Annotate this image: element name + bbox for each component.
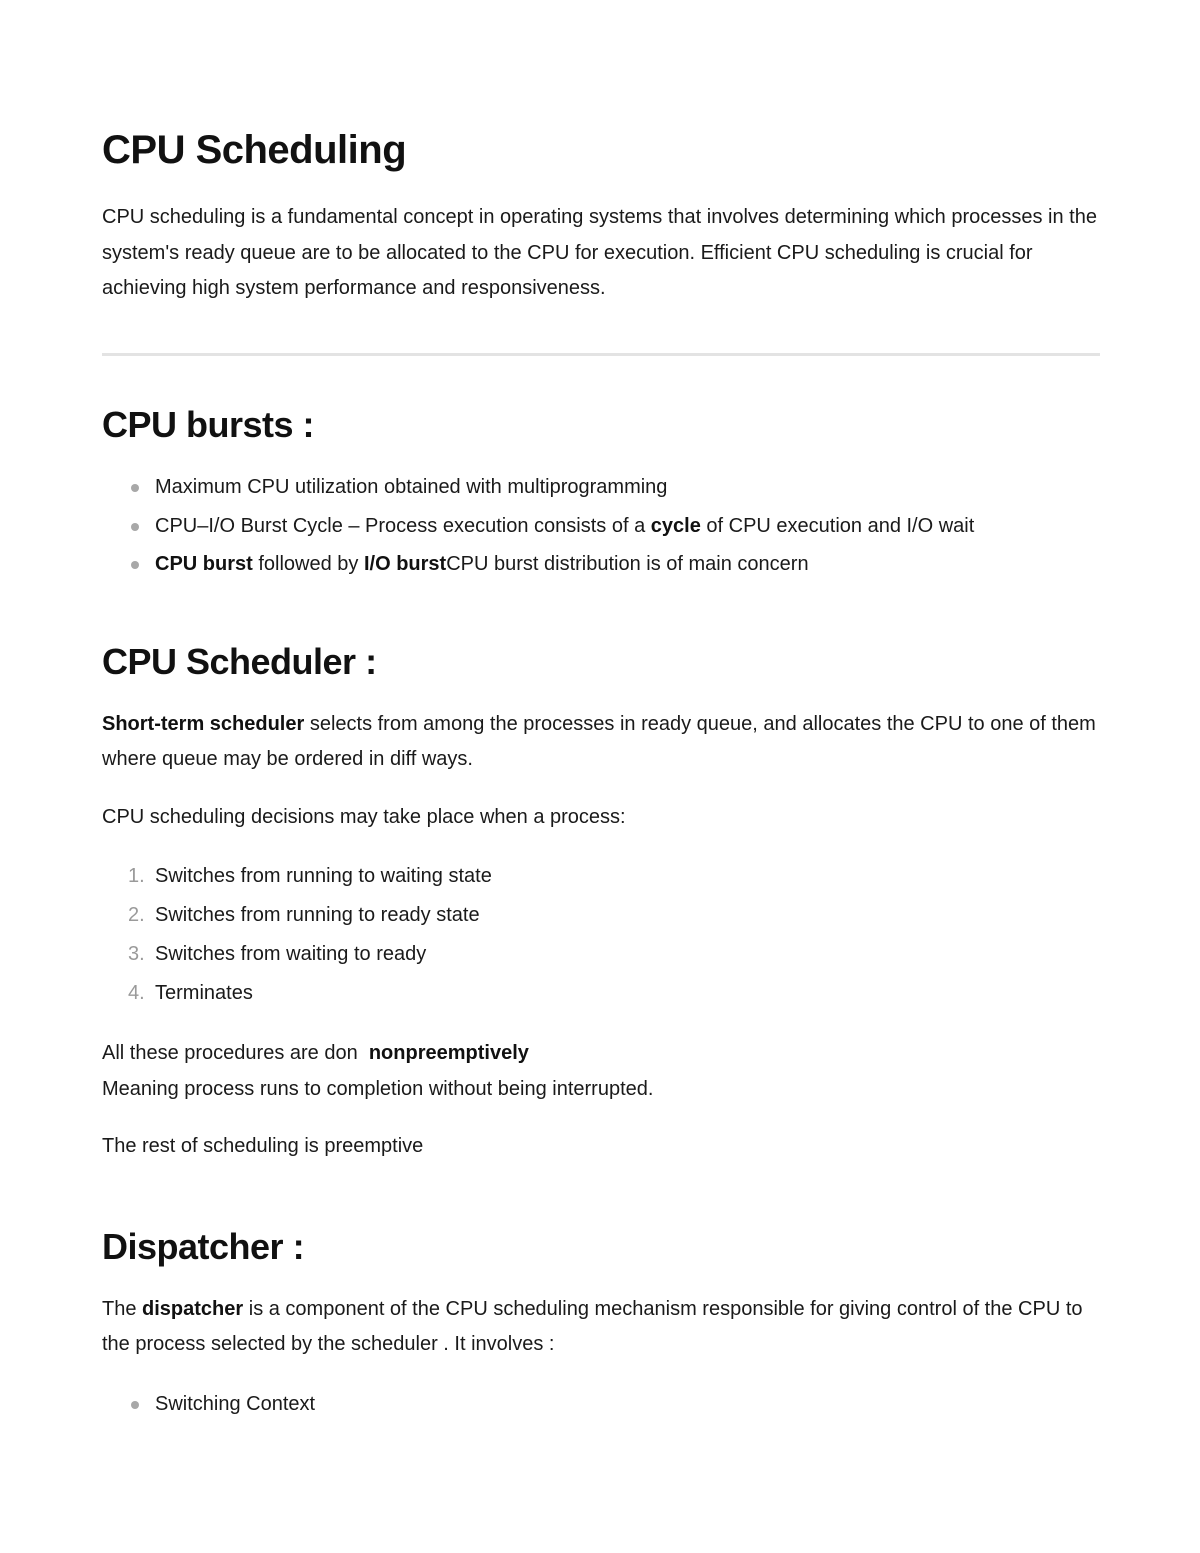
- heading-dispatcher: Dispatcher :: [102, 1225, 305, 1267]
- page-title: CPU Scheduling: [102, 128, 407, 172]
- list-item: [102, 976, 1100, 1011]
- list-item: [102, 859, 1100, 894]
- scheduler-paragraph-3: [102, 1036, 1100, 1107]
- dispatcher-paragraph: [102, 1292, 1100, 1363]
- dispatcher-list: [102, 1387, 1100, 1422]
- list-item-text: Switches from waiting to ready: [155, 943, 427, 965]
- paragraph-text: is a component of the CPU scheduling mechanism responsible for giving control of the CPU to the process selected by the scheduler . It involves :: [102, 1297, 1083, 1355]
- list-number: 1.: [128, 865, 145, 887]
- list-item-text: CPU burst distribution is of main concern: [446, 552, 809, 575]
- bold-term-nonpreemptively: nonpreemptively: [368, 1042, 529, 1064]
- bold-term-cpu-burst: CPU burst: [155, 552, 253, 575]
- bold-term-io-burst: I/O burst: [363, 552, 447, 575]
- list-item: [102, 1387, 1100, 1422]
- document-content: [102, 124, 1100, 1422]
- list-item-text: CPU–I/O Burst Cycle – Process execution consists of a: [155, 514, 651, 537]
- list-item-text: followed by: [252, 552, 364, 575]
- scheduler-paragraph-1: [102, 707, 1100, 778]
- list-item-text: Switches from running to ready state: [155, 904, 480, 926]
- list-number: 2.: [128, 904, 145, 926]
- paragraph-text: The: [102, 1297, 143, 1320]
- list-item: [102, 547, 1100, 582]
- bold-term-short-term-scheduler: Short-term scheduler: [102, 712, 305, 735]
- list-item: [102, 509, 1100, 544]
- list-item: [102, 898, 1100, 933]
- intro-paragraph: CPU scheduling is a fundamental concept in operating systems that involves determining which processes in the system's ready queue are to be allocated to the CPU for execution. Efficient CPU scheduling is crucial for achieving high system performance and responsiveness.: [102, 206, 1097, 299]
- paragraph-text: Meaning process runs to completion without being interrupted.: [102, 1077, 654, 1100]
- bold-term-dispatcher: dispatcher: [142, 1297, 244, 1320]
- scheduling-decisions-list: [102, 859, 1100, 1011]
- list-item: [102, 937, 1100, 972]
- list-item: [102, 470, 1100, 505]
- list-number: 3.: [128, 943, 145, 965]
- list-item-text: Switching Context: [155, 1392, 316, 1415]
- paragraph-text: All these procedures are don: [102, 1042, 369, 1064]
- heading-cpu-bursts: CPU bursts :: [102, 403, 315, 445]
- list-item-text: Switches from running to waiting state: [155, 865, 492, 887]
- paragraph-text: selects from among the processes in ready queue, and allocates the CPU to one of them where queue may be ordered in diff ways.: [102, 712, 1096, 770]
- scheduler-paragraph-4: The rest of scheduling is preemptive: [102, 1135, 424, 1157]
- list-number: 4.: [128, 982, 145, 1004]
- bold-term-cycle: cycle: [650, 514, 701, 537]
- list-item-text: Maximum CPU utilization obtained with multiprogramming: [155, 475, 668, 498]
- list-item-text: Terminates: [155, 982, 253, 1004]
- scheduler-paragraph-2: CPU scheduling decisions may take place when a process:: [102, 805, 626, 828]
- list-item-text: of CPU execution and I/O wait: [700, 514, 975, 537]
- heading-cpu-scheduler: CPU Scheduler :: [102, 640, 377, 682]
- cpu-bursts-list: [102, 470, 1100, 582]
